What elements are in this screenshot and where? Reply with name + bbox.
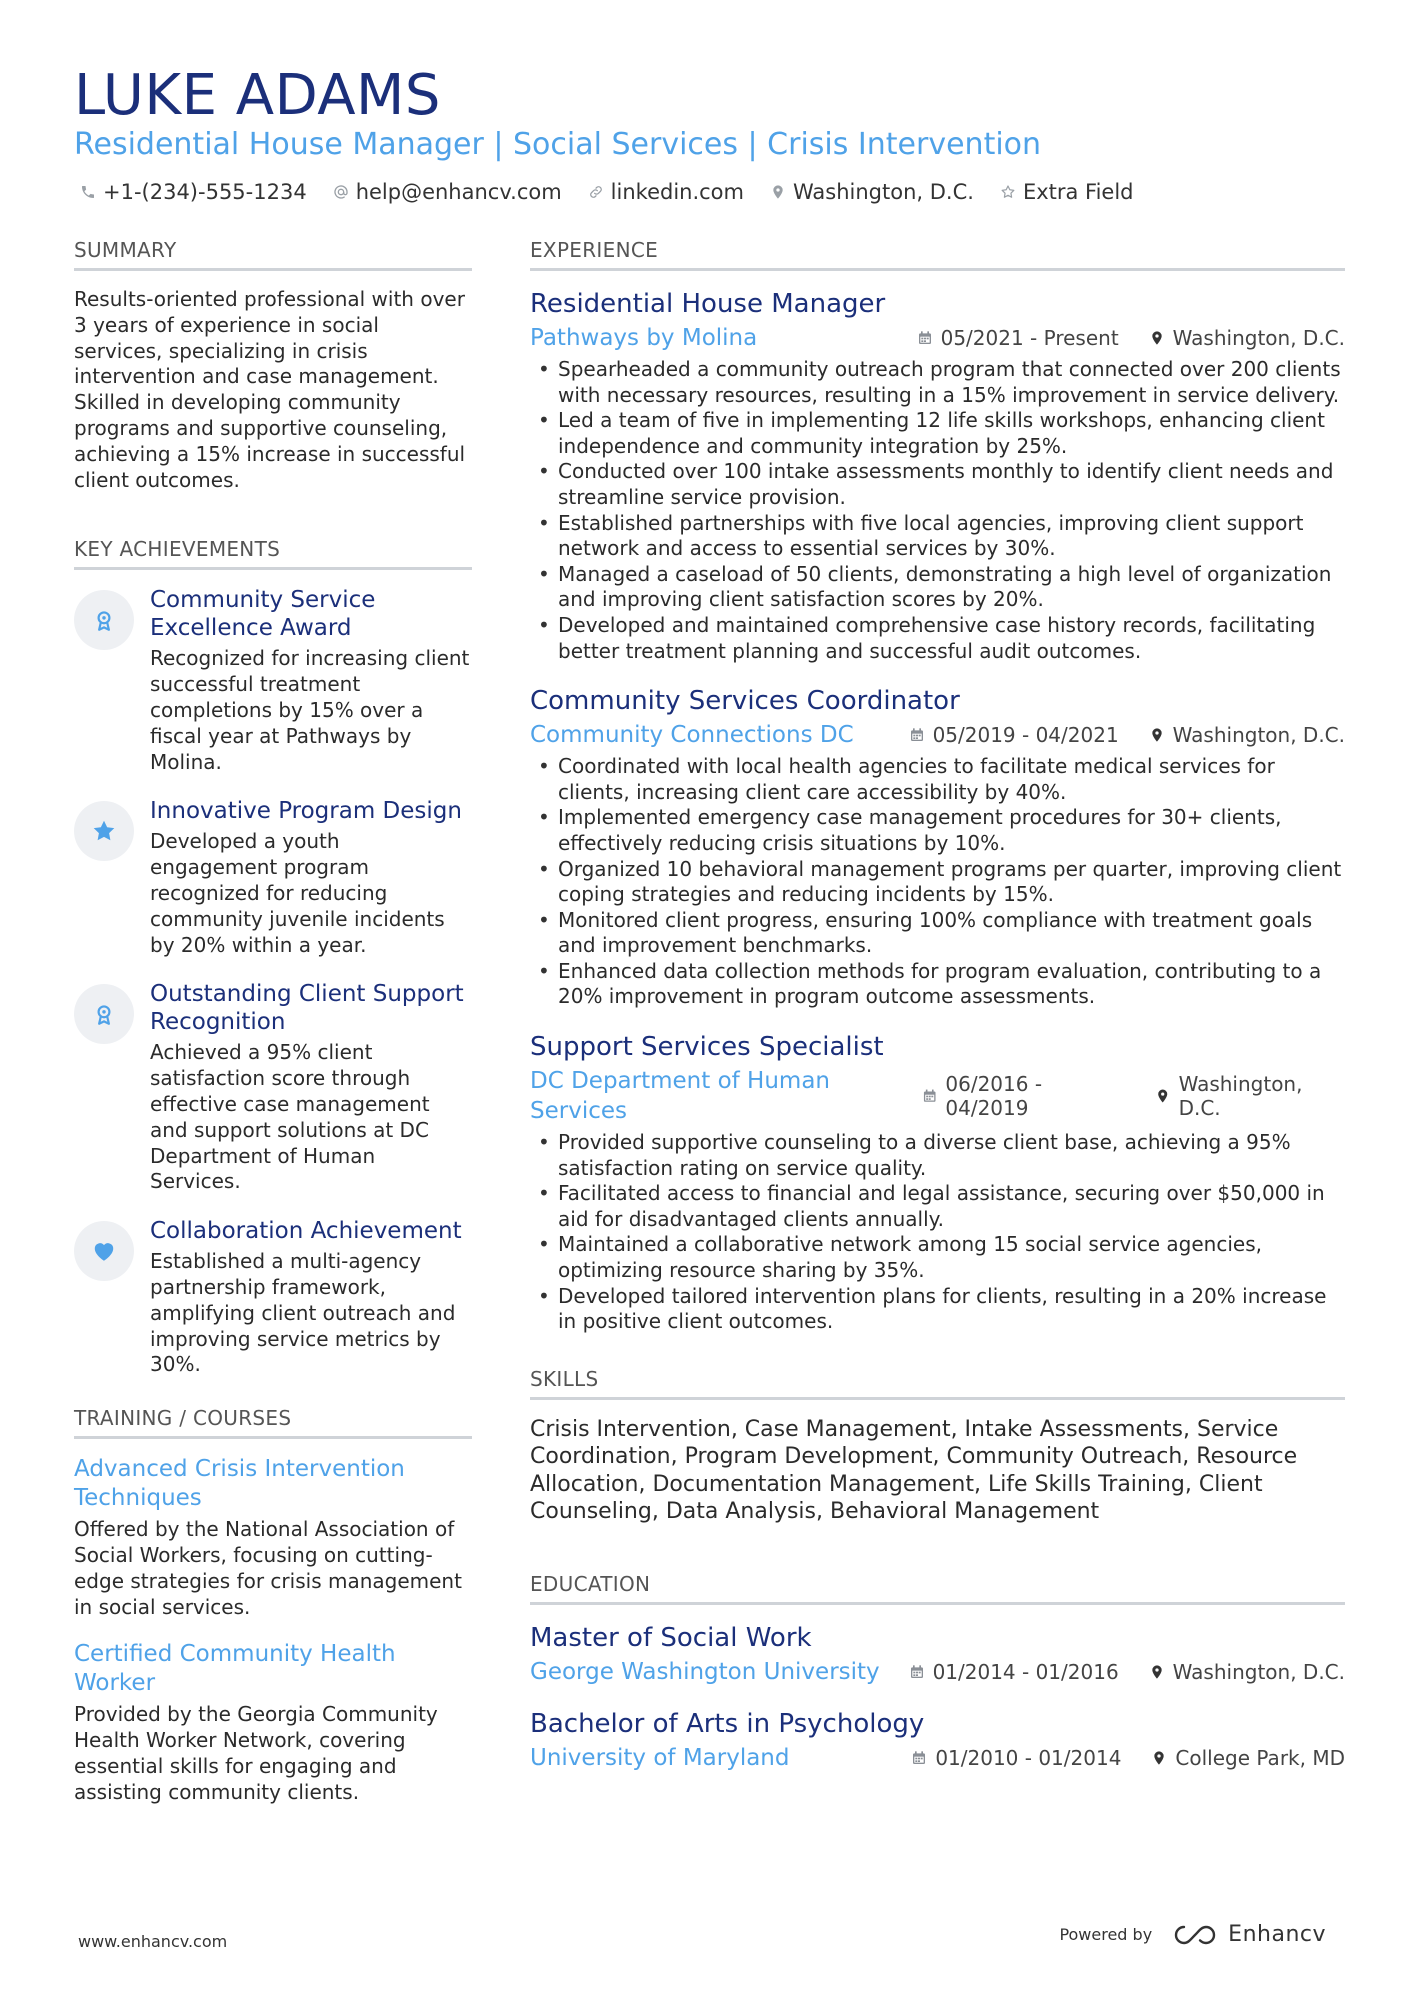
footer-branding <box>1059 1922 1326 1947</box>
powered-by-label: Powered by <box>1059 1925 1153 1944</box>
candidate-name: LUKE ADAMS <box>74 63 441 128</box>
email-text: help@enhancv.com <box>355 180 562 204</box>
link-icon <box>588 184 604 200</box>
at-icon <box>333 184 349 200</box>
education-dates: 01/2010 - 01/2014 <box>935 1745 1122 1770</box>
contact-bar <box>80 177 1134 207</box>
location-pin-icon <box>1151 1750 1167 1766</box>
section-title-summary: SUMMARY <box>74 236 472 271</box>
enhancv-logo[interactable] <box>1172 1922 1326 1947</box>
section-title-education: EDUCATION <box>530 1570 1345 1605</box>
contact-extra <box>1000 177 1134 207</box>
phone-text: +1-(234)-555-1234 <box>103 180 307 204</box>
achievement-title: Community Service Excellence Award <box>150 587 376 642</box>
location-pin-icon <box>770 184 786 200</box>
extra-text: Extra Field <box>1022 180 1134 204</box>
course-title: Certified Community Health Worker <box>74 1641 396 1697</box>
job-dates: 05/2021 - Present <box>940 326 1119 350</box>
award-icon <box>74 984 134 1044</box>
location-pin-icon <box>1149 1664 1165 1680</box>
school-name: George Washington University <box>530 1658 880 1685</box>
bullet-item: • Implemented emergency case management procedures for 30+ clients, effectively reducing crisis situations by 10%. <box>530 805 1345 856</box>
achievement-desc: Developed a youth engagement program recognized for reducing community juvenile incidents by 20% within a year. <box>150 829 445 957</box>
bullet-item: • Developed tailored intervention plans for clients, resulting in a 20% increase in positive client outcomes. <box>530 1284 1345 1335</box>
job-entry <box>530 1030 1345 1335</box>
education-dates: 01/2014 - 01/2016 <box>932 1659 1119 1684</box>
company-name: Pathways by Molina <box>530 325 758 351</box>
course-item <box>74 1640 472 1805</box>
section-title-achievements: KEY ACHIEVEMENTS <box>74 535 472 570</box>
job-location: Washington, D.C. <box>1172 326 1345 350</box>
course-desc: Provided by the Georgia Community Health Worker Network, covering essential skills for engaging and assisting community clients. <box>74 1702 438 1804</box>
bullet-item: • Coordinated with local health agencies to facilitate medical services for clients, increasing client care accessibility by 40%. <box>530 754 1345 805</box>
job-location: Washington, D.C. <box>1172 723 1345 748</box>
job-entry <box>530 287 1345 664</box>
job-bullets <box>530 357 1345 664</box>
experience-section <box>530 236 1345 1335</box>
calendar-icon <box>909 727 925 743</box>
job-title: Residential House Manager <box>530 289 886 319</box>
education-location: Washington, D.C. <box>1172 1659 1345 1684</box>
achievement-title: Innovative Program Design <box>150 798 462 825</box>
calendar-icon <box>917 330 933 346</box>
education-entry <box>530 1707 1345 1773</box>
heart-icon <box>74 1221 134 1281</box>
contact-location <box>770 177 974 207</box>
degree-title: Bachelor of Arts in Psychology <box>530 1708 925 1739</box>
achievement-item <box>74 586 472 775</box>
award-icon <box>74 590 134 650</box>
right-column <box>530 236 1345 1793</box>
skills-text: Crisis Intervention, Case Management, Intake Assessments, Service Coordination, Program Development, Community Outreach, Resource Allocation, Documentation Management, Life Skills Training, Client Counseling, Data Analysis, Behavioral Management <box>530 1416 1298 1525</box>
training-section <box>74 1404 472 1805</box>
education-entry <box>530 1621 1345 1687</box>
bullet-item: • Facilitated access to financial and legal assistance, securing over $50,000 in aid for disadvantaged clients annually. <box>530 1181 1345 1232</box>
job-dates: 05/2019 - 04/2021 <box>932 723 1119 748</box>
bullet-item: • Developed and maintained comprehensive case history records, facilitating better treatment planning and successful audit outcomes. <box>530 613 1345 664</box>
bullet-item: • Provided supportive counseling to a diverse client base, achieving a 95% satisfaction rating on service quality. <box>530 1130 1345 1181</box>
location-pin-icon <box>1155 1088 1170 1104</box>
contact-linkedin[interactable] <box>588 177 744 207</box>
job-title: Support Services Specialist <box>530 1032 884 1063</box>
linkedin-text: linkedin.com <box>610 180 744 204</box>
job-dates: 06/2016 - 04/2019 <box>945 1072 1043 1121</box>
bullet-item: • Established partnerships with five local agencies, improving client support network and access to essential services by 30%. <box>530 511 1345 562</box>
left-column <box>74 236 472 1825</box>
brand-name: Enhancv <box>1228 1922 1326 1947</box>
job-bullets <box>530 1130 1345 1335</box>
calendar-icon <box>922 1088 937 1104</box>
bullet-item: • Maintained a collaborative network among 15 social service agencies, optimizing resource sharing by 35%. <box>530 1232 1345 1283</box>
section-title-experience: EXPERIENCE <box>530 236 1345 271</box>
company-name: Community Connections DC <box>530 722 854 749</box>
achievement-item <box>74 980 472 1195</box>
course-title: Advanced Crisis Intervention Techniques <box>74 1456 405 1512</box>
school-name: University of Maryland <box>530 1744 790 1771</box>
course-item <box>74 1455 472 1620</box>
education-location: College Park, MD <box>1175 1745 1345 1770</box>
achievement-desc: Established a multi-agency partnership framework, amplifying client outreach and improving service metrics by 30%. <box>150 1249 456 1377</box>
job-location: Washington, D.C. <box>1178 1072 1303 1121</box>
education-section <box>530 1570 1345 1773</box>
achievement-title: Collaboration Achievement <box>150 1218 462 1245</box>
achievement-title: Outstanding Client Support Recognition <box>150 981 464 1036</box>
infinity-logo-icon <box>1172 1923 1218 1947</box>
achievement-desc: Recognized for increasing client successful treatment completions by 15% over a fiscal year at Pathways by Molina. <box>150 646 470 774</box>
bullet-item: • Conducted over 100 intake assessments monthly to identify client needs and streamline service provision. <box>530 459 1345 510</box>
location-text: Washington, D.C. <box>792 180 974 204</box>
section-title-training: TRAINING / COURSES <box>74 1404 472 1439</box>
achievement-item <box>74 1217 472 1378</box>
star-icon <box>74 801 134 861</box>
calendar-icon <box>911 1750 927 1766</box>
contact-email[interactable] <box>333 177 562 207</box>
achievement-item <box>74 797 472 958</box>
course-desc: Offered by the National Association of Social Workers, focusing on cutting-edge strategies for crisis management in social services. <box>74 1517 462 1619</box>
footer-site-link[interactable]: www.enhancv.com <box>78 1932 228 1951</box>
section-title-skills: SKILLS <box>530 1365 1345 1400</box>
job-entry <box>530 684 1345 1010</box>
bullet-item: • Led a team of five in implementing 12 life skills workshops, enhancing client independence and community integration by 25%. <box>530 408 1345 459</box>
achievement-desc: Achieved a 95% client satisfaction score through effective case management and support solutions at DC Department of Human Services. <box>150 1040 430 1194</box>
achievements-section <box>74 535 472 1378</box>
job-bullets <box>530 754 1345 1010</box>
bullet-item: • Spearheaded a community outreach program that connected over 200 clients with necessary resources, resulting in a 15% improvement in service delivery. <box>530 357 1345 408</box>
degree-title: Master of Social Work <box>530 1622 812 1653</box>
calendar-icon <box>909 1664 925 1680</box>
summary-section <box>74 236 472 493</box>
job-title: Community Services Coordinator <box>530 686 960 717</box>
bullet-item: • Monitored client progress, ensuring 100% compliance with treatment goals and improvement benchmarks. <box>530 908 1345 959</box>
location-pin-icon <box>1149 727 1165 743</box>
bullet-item: • Managed a caseload of 50 clients, demonstrating a high level of organization and improving client satisfaction scores by 20%. <box>530 562 1345 613</box>
star-outline-icon <box>1000 184 1016 200</box>
location-pin-icon <box>1149 330 1165 346</box>
candidate-headline: Residential House Manager | Social Services | Crisis Intervention <box>74 127 1042 162</box>
bullet-item: • Enhanced data collection methods for program evaluation, contributing to a 20% improvement in program outcome assessments. <box>530 959 1345 1010</box>
contact-phone[interactable] <box>80 177 307 207</box>
phone-icon <box>80 184 96 200</box>
skills-section <box>530 1365 1345 1526</box>
company-name: DC Department of Human Services <box>530 1068 830 1125</box>
bullet-item: • Organized 10 behavioral management programs per quarter, improving client coping strategies and reducing incidents by 15%. <box>530 857 1345 908</box>
summary-text: Results-oriented professional with over 3 years of experience in social services, specializing in crisis intervention and case management. Skilled in developing community programs and supportive counseling, achieving a 15% increase in successful client outcomes. <box>74 287 466 492</box>
